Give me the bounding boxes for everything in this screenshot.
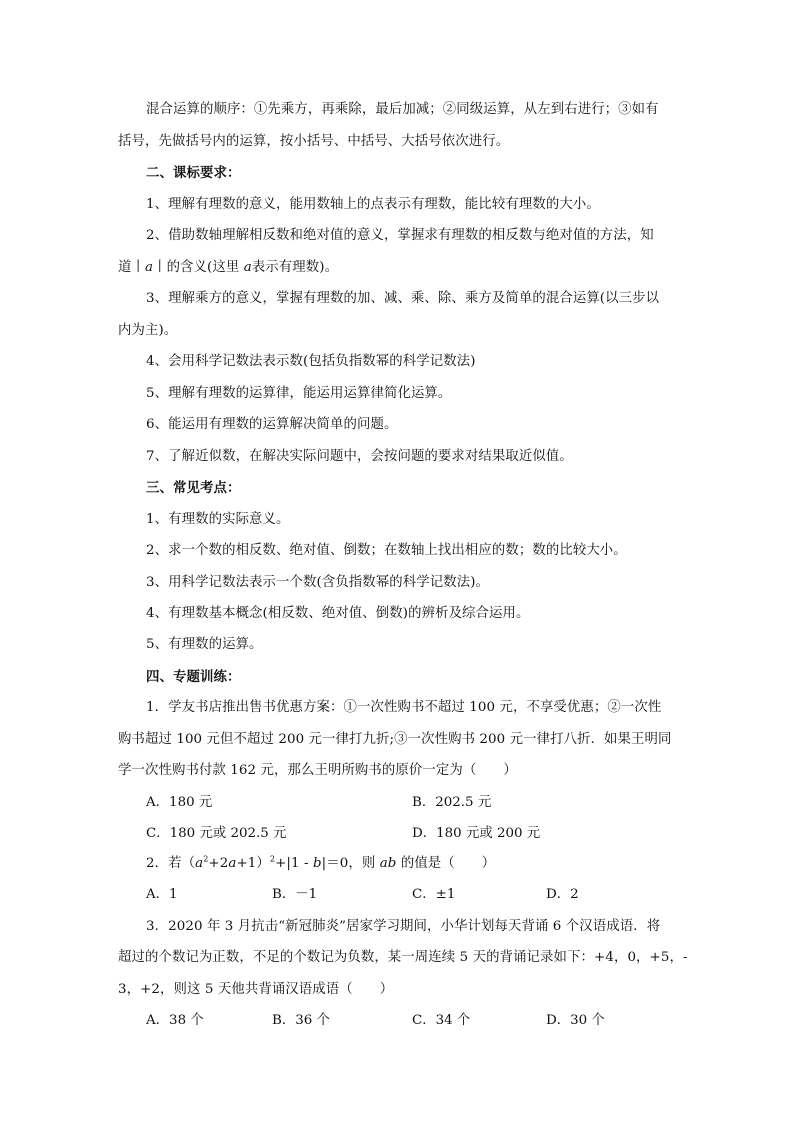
question-1-option-b[interactable]: B．202.5 元 [412, 795, 492, 810]
question-1-option-c[interactable]: C．180 元或 202.5 元 [146, 826, 287, 841]
question-3-option-d[interactable]: D．30 个 [546, 1013, 605, 1028]
standard-item-1: 1、理解有理数的意义，能用数轴上的点表示有理数，能比较有理数的大小。 [146, 197, 600, 212]
question-2-option-b[interactable]: B．－1 [272, 887, 318, 902]
section-3-heading: 三、常见考点： [146, 480, 241, 496]
exam-point-3: 3、用科学记数法表示一个数(含负指数幂的科学记数法)。 [146, 575, 490, 590]
standard-item-2b: 道丨a丨的含义(这里 a表示有理数)。 [118, 260, 339, 275]
exam-point-4: 4、有理数基本概念(相反数、绝对值、倒数)的辨析及综合运用。 [146, 606, 530, 621]
question-1-option-d[interactable]: D．180 元或 200 元 [412, 826, 541, 841]
question-3-option-a[interactable]: A．38 个 [146, 1013, 204, 1028]
exam-point-2: 2、求一个数的相反数、绝对值、倒数；在数轴上找出相应的数；数的比较大小。 [146, 543, 627, 558]
standard-item-4: 4、会用科学记数法表示数(包括负指数幂的科学记数法) [146, 354, 476, 369]
standard-item-5: 5、理解有理数的运算律，能运用运算律简化运算。 [146, 386, 452, 401]
exam-point-1: 1、有理数的实际意义。 [146, 512, 290, 527]
exam-point-5: 5、有理数的运算。 [146, 637, 263, 652]
question-1-line-2: 购书超过 100 元但不超过 200 元一律打九折;③一次性购书 200 元一律打八折．如果王明同 [118, 732, 672, 747]
section-4-heading: 四、专题训练： [146, 669, 241, 685]
question-2-option-c[interactable]: C．±1 [412, 887, 456, 902]
standard-item-6: 6、能运用有理数的运算解决简单的问题。 [146, 417, 398, 432]
question-3-line-2: 超过的个数记为正数，不足的个数记为负数，某一周连续 5 天的背诵记录如下：+4，0，+5，- [118, 950, 688, 965]
question-1-line-1: 1．学友书店推出售书优惠方案：①一次性购书不超过 100 元，不享受优惠；②一次性 [146, 700, 662, 715]
standard-item-7: 7、了解近似数，在解决实际问题中，会按问题的要求对结果取近似值。 [146, 449, 573, 464]
question-2-stem: 2．若$(a^2+2a+1)^2+|1 - b|=0$，则 ab 的值是（ ） [146, 854, 496, 871]
question-3-line-3: 3，+2，则这 5 天他共背诵汉语成语（ ） [118, 982, 394, 997]
intro-line-1: 混合运算的顺序：①先乘方，再乘除，最后加减；②同级运算，从左到右进行；③如有 [146, 102, 659, 117]
question-3-option-b[interactable]: B．36 个 [272, 1013, 330, 1028]
standard-item-3a: 3、理解乘方的意义，掌握有理数的加、减、乘、除、乘方及简单的混合运算(以三步以 [146, 291, 660, 306]
question-2-option-a[interactable]: A．1 [146, 887, 178, 902]
section-2-heading: 二、课标要求： [146, 165, 241, 181]
question-3-line-1: 3．2020 年 3 月抗击“新冠肺炎”居家学习期间，小华计划每天背诵 6 个汉语成语．将 [146, 919, 661, 934]
intro-line-2: 括号，先做括号内的运算，按小括号、中括号、大括号依次进行。 [118, 134, 510, 149]
question-2-option-d[interactable]: D．2 [546, 887, 579, 902]
standard-item-2a: 2、借助数轴理解相反数和绝对值的意义，掌握求有理数的相反数与绝对值的方法，知 [146, 228, 654, 243]
standard-item-3b: 内为主)。 [118, 323, 178, 338]
question-1-line-3: 学一次性购书付款 162 元，那么王明所购书的原价一定为（ ） [118, 763, 517, 778]
question-3-option-c[interactable]: C．34 个 [412, 1013, 471, 1028]
question-1-option-a[interactable]: A．180 元 [146, 795, 213, 810]
